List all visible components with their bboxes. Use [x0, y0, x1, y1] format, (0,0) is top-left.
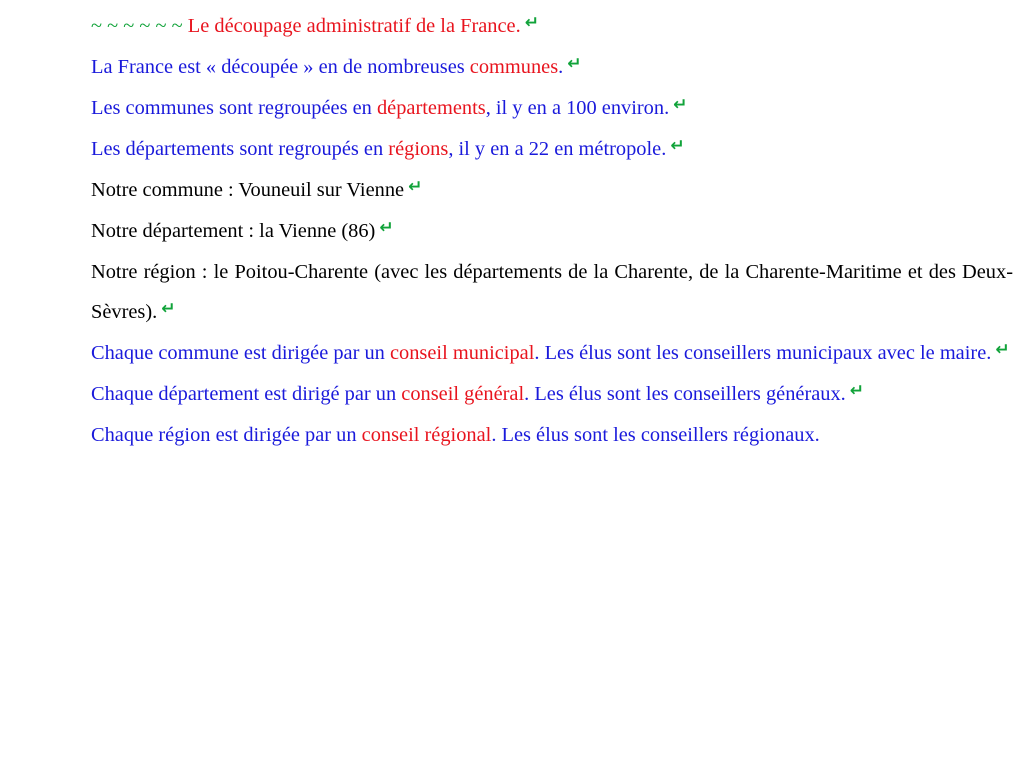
document-title: Le découpage administratif de la France. — [187, 15, 521, 37]
paragraph-departements — [91, 88, 1013, 129]
paragraph-notre-commune — [91, 170, 1013, 211]
return-arrow-icon: ↵ — [673, 95, 688, 115]
paragraph-title — [91, 6, 1013, 47]
text-segment: Notre région : le Poitou-Charente (avec les départements de la Charente, de la Charente-Maritime et des Deux-Sèvres). — [91, 261, 1013, 323]
return-arrow-icon: ↵ — [995, 340, 1010, 360]
text-segment: Notre département : la Vienne (86) — [91, 220, 376, 242]
paragraph-conseil-regional — [91, 415, 1013, 455]
paragraph-notre-region — [91, 252, 1013, 333]
keyword-communes: communes — [469, 56, 559, 78]
text-segment: , il y en a 22 en métropole. — [448, 138, 667, 160]
text-segment: , il y en a 100 environ. — [485, 97, 670, 119]
keyword-departements: départements — [376, 97, 486, 119]
text-segment: Chaque commune est dirigée par un — [91, 342, 390, 364]
document-body — [91, 6, 1013, 455]
return-arrow-icon: ↵ — [379, 218, 394, 238]
return-arrow-icon: ↵ — [849, 381, 865, 401]
paragraph-conseil-municipal — [91, 333, 1013, 374]
text-segment: . Les élus sont les conseillers généraux. — [524, 383, 846, 405]
text-segment: . Les élus sont les conseillers municipaux avec le maire. — [534, 342, 992, 364]
return-arrow-icon: ↵ — [567, 54, 582, 74]
keyword-conseil-general: conseil général — [401, 383, 525, 405]
paragraph-notre-departement — [91, 211, 1013, 252]
return-arrow-icon: ↵ — [670, 136, 685, 156]
return-arrow-icon: ↵ — [161, 299, 176, 319]
paragraph-conseil-general — [91, 374, 1013, 415]
keyword-regions: régions — [388, 138, 449, 160]
paragraph-regions — [91, 129, 1013, 170]
text-segment: Chaque région est dirigée par un — [91, 424, 362, 446]
text-segment: Notre commune : Vouneuil sur Vienne — [91, 179, 405, 201]
paragraph-communes — [91, 47, 1013, 88]
text-segment: Les communes sont regroupées en — [91, 97, 377, 119]
decorative-tildes: ~ ~ ~ ~ ~ ~ — [91, 15, 188, 37]
keyword-conseil-regional: conseil régional — [361, 424, 492, 446]
text-segment: La France est « découpée » en de nombreuses — [91, 56, 470, 78]
text-segment: Les départements sont regroupés en — [91, 138, 389, 160]
text-segment: . — [558, 56, 564, 78]
keyword-conseil-municipal: conseil municipal — [389, 342, 535, 364]
text-segment: Chaque département est dirigé par un — [91, 383, 402, 405]
return-arrow-icon: ↵ — [524, 13, 539, 33]
return-arrow-icon: ↵ — [408, 177, 423, 197]
text-segment: . Les élus sont les conseillers régionaux. — [491, 424, 820, 446]
